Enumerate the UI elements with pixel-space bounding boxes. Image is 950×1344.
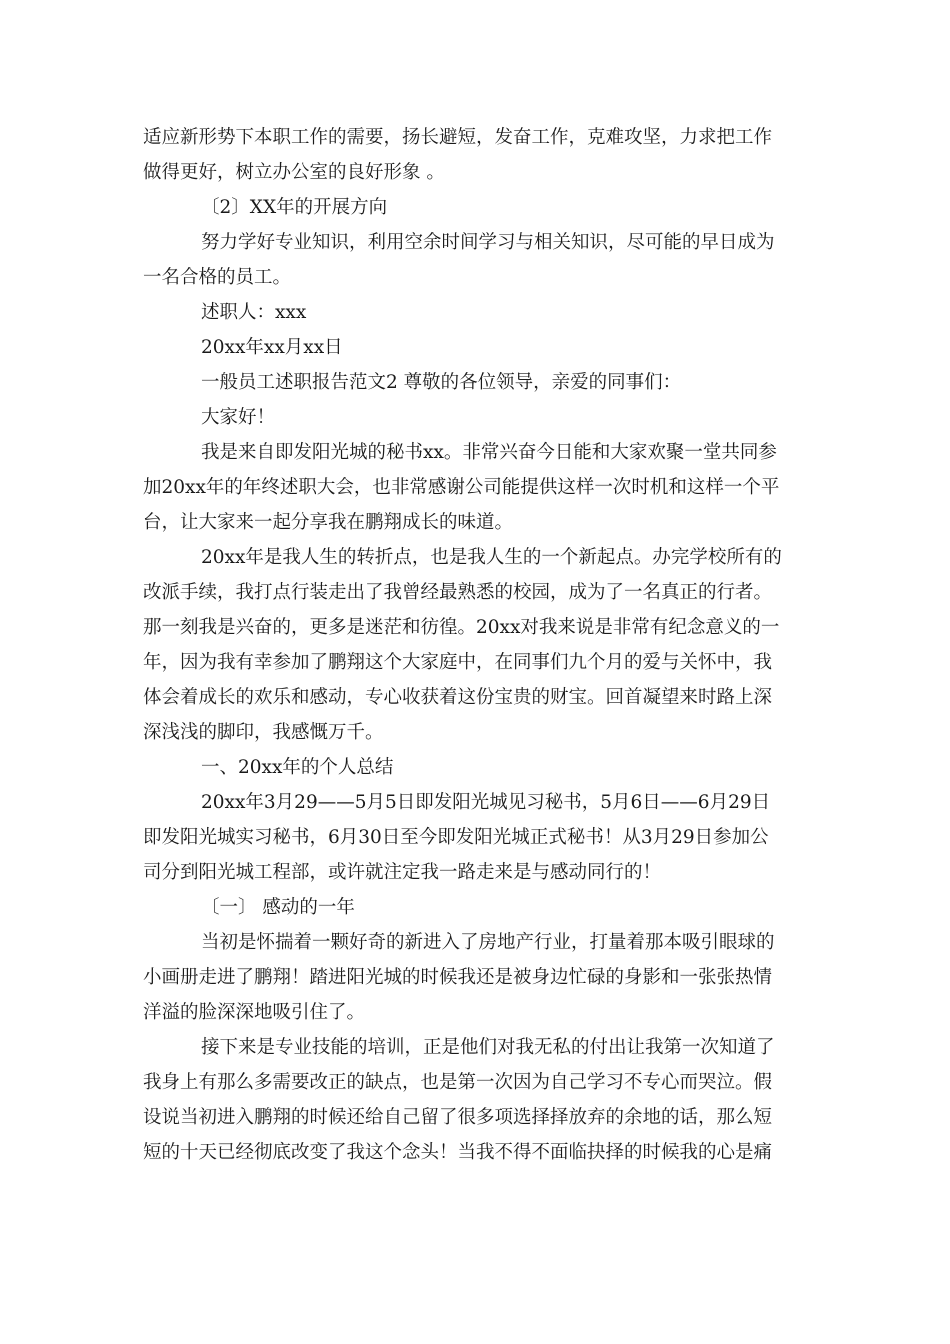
text-line: 一般员工述职报告范文2 尊敬的各位领导，亲爱的同事们： [201,372,682,393]
text-line: 小画册走进了鹏翔！踏进阳光城的时候我还是被身边忙碌的身影和一张张热情 [143,967,773,988]
text-line: 那一刻我是兴奋的，更多是迷茫和彷徨。20xx对我来说是非常有纪念意义的一 [143,617,780,638]
text-line: 20xx年3月29——5月5日即发阳光城见习秘书，5月6日——6月29日 [201,792,771,813]
text-line: 我是来自即发阳光城的秘书xx。非常兴奋今日能和大家欢聚一堂共同参 [201,442,777,463]
text-line: 体会着成长的欢乐和感动，专心收获着这份宝贵的财宝。回首凝望来时路上深 [143,687,773,708]
heading-personal-summary [143,750,809,785]
paragraph-introduction [143,435,809,540]
text-line: 〔一〕 感动的一年 [201,897,355,918]
text-line: 做得更好，树立办公室的良好形象 。 [143,162,445,183]
text-line: 加20xx年的年终述职大会，也非常感谢公司能提供这样一次时机和这样一个平 [143,477,780,498]
text-line: 即发阳光城实习秘书，6月30日至今即发阳光城正式秘书！从3月29日参加公 [143,827,769,848]
text-line: 述职人：xxx [201,302,307,323]
text-line: 〔2〕XX年的开展方向 [201,197,388,218]
text-line: 改派手续，我打点行装走出了我曾经最熟悉的校园，成为了一名真正的行者。 [143,582,773,603]
heading-touching-year [143,890,809,925]
heading-development-direction [143,190,809,225]
text-line: 适应新形势下本职工作的需要，扬长避短，发奋工作，克难攻坚，力求把工作 [143,127,773,148]
paragraph-timeline [143,785,809,890]
text-line: 年，因为我有幸参加了鹏翔这个大家庭中，在同事们九个月的爱与关怀中，我 [143,652,773,673]
paragraph-work-attitude [143,120,809,190]
text-line: 洋溢的脸深深地吸引住了。 [143,1002,366,1023]
text-line: 接下来是专业技能的培训，正是他们对我无私的付出让我第一次知道了 [201,1037,775,1058]
text-line: 努力学好专业知识，利用空余时间学习与相关知识，尽可能的早日成为 [201,232,775,253]
signature-reporter [143,295,809,330]
signature-date [143,330,809,365]
text-line: 设说当初进入鹏翔的时候还给自己留了很多项选择择放弃的余地的话，那么短 [143,1107,773,1128]
paragraph-study-goal [143,225,809,295]
heading-sample-2 [143,365,809,400]
text-line: 当初是怀揣着一颗好奇的新进入了房地产行业，打量着那本吸引眼球的 [201,932,775,953]
text-line: 大家好！ [201,407,276,428]
text-line: 深浅浅的脚印，我感慨万千。 [143,722,384,743]
text-line: 20xx年xx月xx日 [201,337,343,358]
text-line: 司分到阳光城工程部，或许就注定我一路走来是与感动同行的！ [143,862,662,883]
paragraph-turning-point [143,540,809,750]
text-line: 我身上有那么多需要改正的缺点，也是第一次因为自己学习不专心而哭泣。假 [143,1072,773,1093]
text-line: 一名合格的员工。 [143,267,292,288]
paragraph-first-impression [143,925,809,1030]
paragraph-training [143,1030,809,1170]
text-line: 短的十天已经彻底改变了我这个念头！当我不得不面临抉择的时候我的心是痛 [143,1142,773,1163]
document-body [143,120,809,1170]
greeting [143,400,809,435]
text-line: 20xx年是我人生的转折点，也是我人生的一个新起点。办完学校所有的 [201,547,782,568]
text-line: 台，让大家来一起分享我在鹏翔成长的味道。 [143,512,514,533]
text-line: 一、20xx年的个人总结 [201,757,394,778]
